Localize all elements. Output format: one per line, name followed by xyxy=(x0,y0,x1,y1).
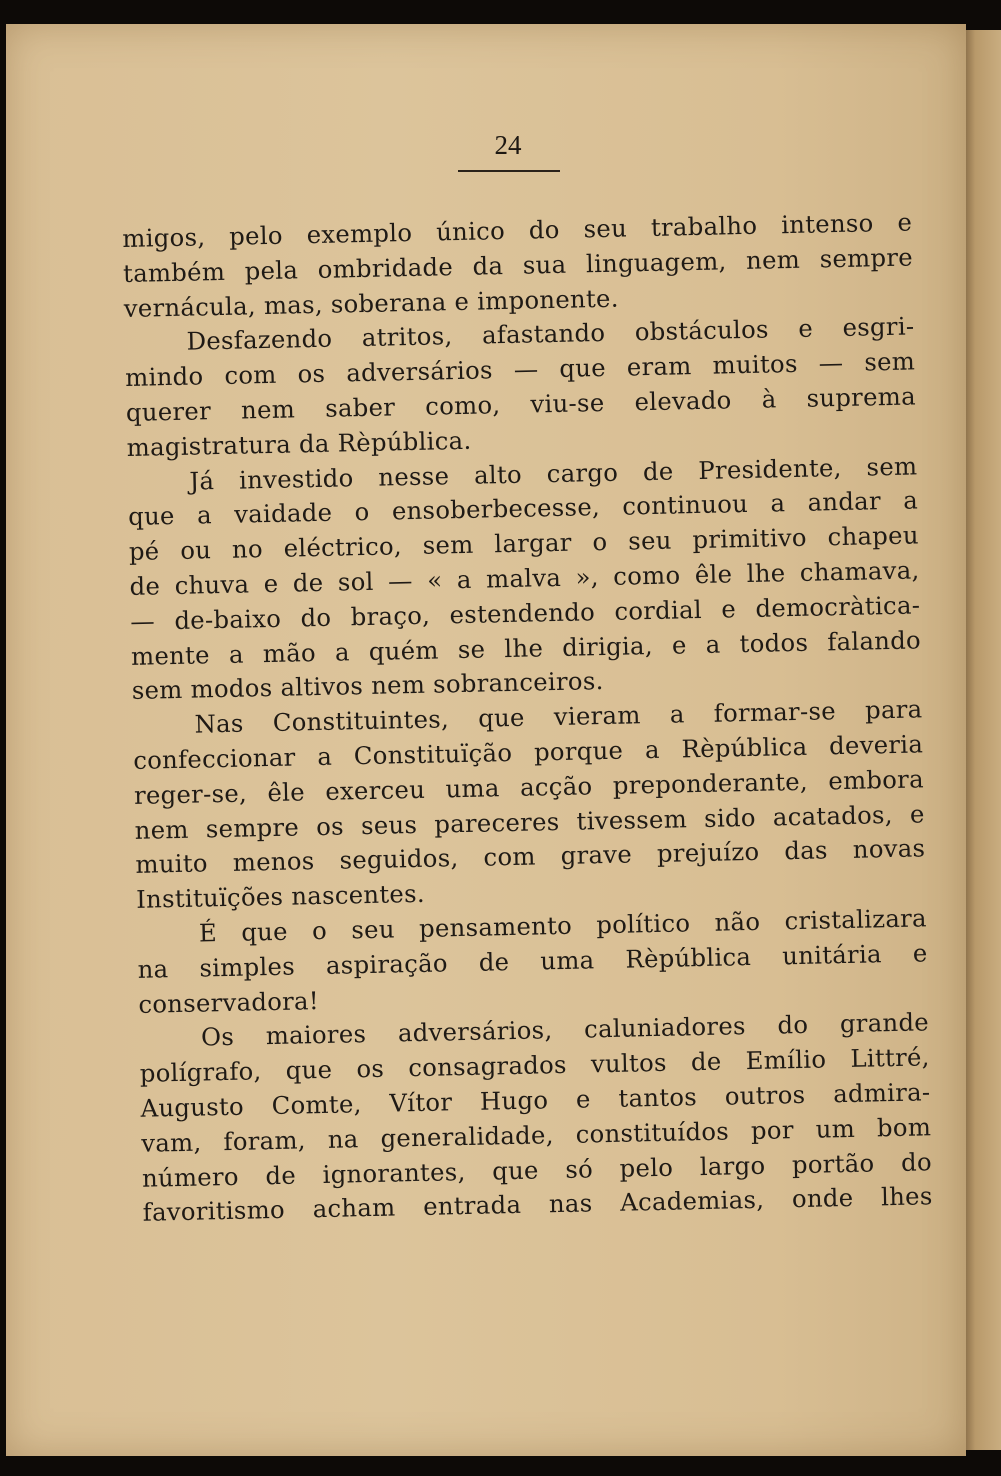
text-line: vam, foram, na generalidade, constituídos por um bom xyxy=(140,1111,932,1158)
text-line: na simples aspiração de uma Rèpública unitária e xyxy=(137,938,928,984)
text-line: favoritismo acham entrada nas Academias, onde lhes xyxy=(142,1181,933,1228)
text-line: de chuva e de sol — « a malva », como êle lhe chamava, xyxy=(129,555,920,601)
text-line: pé ou no eléctrico, sem largar o seu primitivo chapeu xyxy=(128,520,920,567)
text-line: É que o seu pensamento político não cristalizara xyxy=(198,903,928,948)
text-line: nem sempre os seus pareceres tivessem sido acatados, e xyxy=(134,798,925,845)
text-line: Já investido nesse alto cargo de Presidente, sem xyxy=(189,450,918,496)
text-line: mindo com os adversários — que eram muitos — sem xyxy=(124,346,916,393)
text-line: magistratura da Rèpública. xyxy=(126,425,472,462)
text-line: também pela ombridade da sua linguagem, nem sempre xyxy=(122,242,914,288)
text-line: Augusto Comte, Vítor Hugo e tantos outros admira- xyxy=(140,1077,931,1123)
text-line: migos, pelo exemplo único do seu trabalho intenso e xyxy=(122,207,913,253)
text-line: Nas Constituintes, que vieram a formar-se para xyxy=(194,694,923,739)
page-number: 24 xyxy=(494,130,522,160)
text-line: confeccionar a Constituïção porque a Rèpública deveria xyxy=(132,729,924,775)
body-text xyxy=(122,205,933,1230)
text-line: querer nem saber como, viu-se elevado à suprema xyxy=(125,381,917,427)
text-line: Desfazendo atritos, afastando obstáculos e esgri- xyxy=(186,311,915,357)
text-line: polígrafo, que os consagrados vultos de Emílio Littré, xyxy=(139,1042,930,1088)
text-line: — de-baixo do braço, estendendo cordial e democràtica- xyxy=(130,590,921,636)
text-line: conservadora! xyxy=(138,985,320,1019)
text-line: número de ignorantes, que só pelo largo portão do xyxy=(141,1146,933,1193)
page-number-rule xyxy=(458,170,560,172)
text-line: muito menos seguidos, com grave prejuízo das novas xyxy=(135,833,926,880)
text-line: mente a mão a quém se lhe dirigia, e a todos falando xyxy=(130,624,922,671)
text-line: sem modos altivos nem sobranceiros. xyxy=(131,666,604,706)
text-line: que a vaidade o ensoberbecesse, continuou a andar a xyxy=(127,485,919,532)
text-line: Instituïções nascentes. xyxy=(135,878,426,914)
text-line: vernácula, mas, soberana e imponente. xyxy=(123,283,619,323)
text-line: Os maiores adversários, caluniadores do grande xyxy=(200,1007,930,1052)
text-line: reger-se, êle exerceu uma acção preponderante, embora xyxy=(133,764,925,810)
